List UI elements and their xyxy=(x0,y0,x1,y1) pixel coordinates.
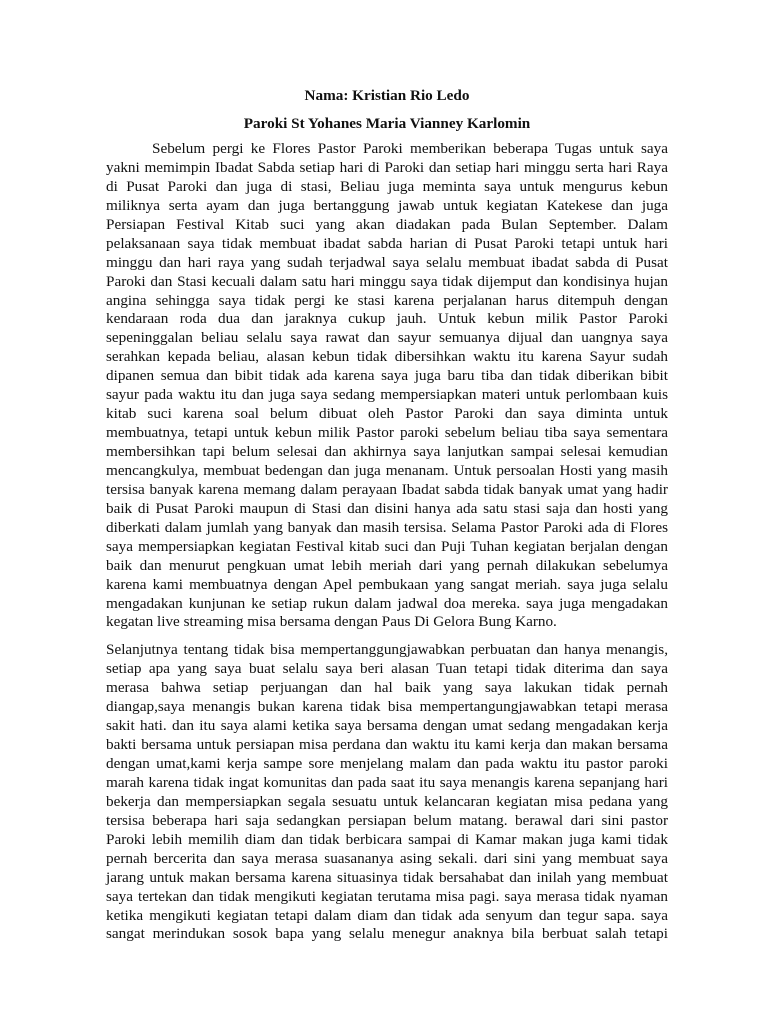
text-line: saya tertekan dan tidak mengikuti kegiatan terutama misa pagi. saya merasa tidak nyaman xyxy=(106,887,668,905)
text-line: Selanjutnya tentang tidak bisa mempertanggungjawabkan perbuatan dan hanya menangis, xyxy=(106,641,668,659)
text-line: tersisa banyak karena memang dalam perayaan Ibadat sabda tidak banyak umat yang hadir xyxy=(106,480,668,498)
text-line: mengadakan kunjunan ke setiap rukun dalam jadwal doa mereka. saya juga mengadakan xyxy=(106,594,668,612)
text-line: yakni memimpin Ibadat Sabda setiap hari di Paroki dan setiap hari minggu serta hari Raya xyxy=(106,158,668,176)
parish-heading: Paroki St Yohanes Maria Vianney Karlomin xyxy=(243,115,531,132)
text-line: miliknya serta ayam dan juga bertanggung jawab untuk kegiatan Katekese dan juga xyxy=(106,196,668,214)
paragraph-gap xyxy=(106,632,668,641)
text-line: dengan umat,kami kerja sampe sore menjelang malam dan pada waktu itu pastor paroki xyxy=(106,755,668,772)
text-line: serahkan kepada beliau, alasan kebun tidak dibersihkan waktu itu karena Sayur sudah xyxy=(106,348,668,366)
text-line: pelaksanaan saya tidak membuat ibadat sabda harian di Pusat Paroki tetapi untuk hari xyxy=(106,234,668,252)
text-line: merasa bahwa setiap perjuangan dan hal baik yang saya lakukan tidak pernah xyxy=(106,679,668,697)
text-line: ketika mengikuti kegiatan tetapi dalam diam dan tidak ada senyum dan tegur sapa. saya xyxy=(106,906,668,924)
text-line: Paroki dan Stasi kecuali dalam satu hari minggu saya tidak dijemput dan kondisinya hujan xyxy=(106,272,668,290)
text-line: baik dan menurut pengkuan umat lebih meriah dari yang pernah dilakukan sebelumya xyxy=(106,556,668,574)
text-line: baik di Pusat Paroki maupun di Stasi dan disini hanya ada satu stasi saja dan hosti yang xyxy=(106,499,668,517)
text-line: mencangkulya, membuat bedengan dan juga menanam. Untuk persoalan Hosti yang masih xyxy=(106,461,668,479)
text-line: setiap apa yang saya buat selalu saya beri alasan Tuan tetapi tidak diterima dan saya xyxy=(106,660,668,678)
text-line: kendaraan roda dua dan jaraknya cukup jauh. Untuk kebun milik Pastor Paroki xyxy=(106,310,668,328)
text-line: kitab suci karena soal belum dibuat oleh Pastor Paroki dan saya diminta untuk xyxy=(106,405,668,423)
document-page xyxy=(106,86,668,944)
text-line: bakti bersama untuk persiapan misa perdana dan waktu itu kami kerja dan makan bersama xyxy=(106,736,668,754)
text-line: marah karena tidak ingat komunitas dan pada saat itu saya menangis karena sepanjang hari xyxy=(106,773,668,791)
text-line: membersihkan tapi belum selesai dan akhirnya saya lanjutkan sampai selesai kemudian xyxy=(106,443,668,460)
text-line: jarang untuk makan bersama karena situasinya tidak bersahabat dan inilah yang membuat xyxy=(106,868,668,886)
text-line: karena kami membuatnya dengan Apel pembukaan yang sangat meriah. saya juga selalu xyxy=(106,575,668,593)
paragraph-2 xyxy=(106,641,668,944)
text-line: di Pusat Paroki dan juga di stasi, Beliau juga meminta saya untuk mengurus kebun xyxy=(106,177,668,195)
text-line: tersisa beberapa hari saja sedangkan persiapan belum matang. berawal dari sini pastor xyxy=(106,811,668,829)
text-line: sepeninggalan beliau selalu saya rawat dan sayur semuanya dijual dan uangnya saya xyxy=(106,329,668,347)
text-line: Sebelum pergi ke Flores Pastor Paroki memberikan beberapa Tugas untuk saya xyxy=(152,140,668,157)
text-line: minggu dan hari raya yang sudah terjadwal saya selalu membuat ibadat sabda di Pusat xyxy=(106,253,668,271)
text-line: sayur pada waktu itu dan juga saya sedang mempersiapkan materi untuk perlombaan kuis xyxy=(106,386,668,404)
text-line: sangat merindukan sosok bapa yang selalu menegur anaknya bila berbuat salah tetapi xyxy=(106,925,668,943)
text-line: bekerja dan mempersiapkan segala sesuatu untuk kelancaran kegiatan misa pedana yang xyxy=(106,792,668,810)
text-line: saya mempersiapkan kegiatan Festival kitab suci dan Puji Tuhan kegiatan berjalan dengan xyxy=(106,537,668,555)
text-line: angina sehingga saya tidak pergi ke stasi karena perjalanan harus ditempuh dengan xyxy=(106,291,668,309)
text-line: pernah bercerita dan saya merasa suasananya asing sekali. dari sini yang membuat saya xyxy=(106,849,668,867)
author-name-heading: Nama: Kristian Rio Ledo xyxy=(304,87,470,104)
paragraph-1 xyxy=(106,140,668,632)
text-line: Persiapan Festival Kitab suci yang akan diadakan pada Bulan September. Dalam xyxy=(106,215,668,233)
text-line: kegatan live streaming misa bersama dengan Paus Di Gelora Bung Karno. xyxy=(106,613,557,631)
text-line: Paroki lebih memilih diam dan tidak berbicara sampai di Kamar makan juga kami tidak xyxy=(106,830,668,848)
text-line: sakit hati. dan itu saya alami ketika saya bersama dengan umat sedang mengadakan kerja xyxy=(106,717,668,735)
text-line: diberkati dalam jumlah yang banyak dan masih tersisa. Selama Pastor Paroki ada di Flores xyxy=(106,518,668,536)
text-line: dipanen semua dan bibit tidak ada karena saya juga baru tiba dan tidak diberikan bibit xyxy=(106,367,668,385)
text-line: membuatnya, tetapi untuk kebun milik Pastor paroki sebelum beliau tiba saya sementara xyxy=(106,424,668,442)
text-line: diangap,saya menangis bukan karena tidak bisa mempertangungjawabkan tetapi merasa xyxy=(106,698,668,716)
